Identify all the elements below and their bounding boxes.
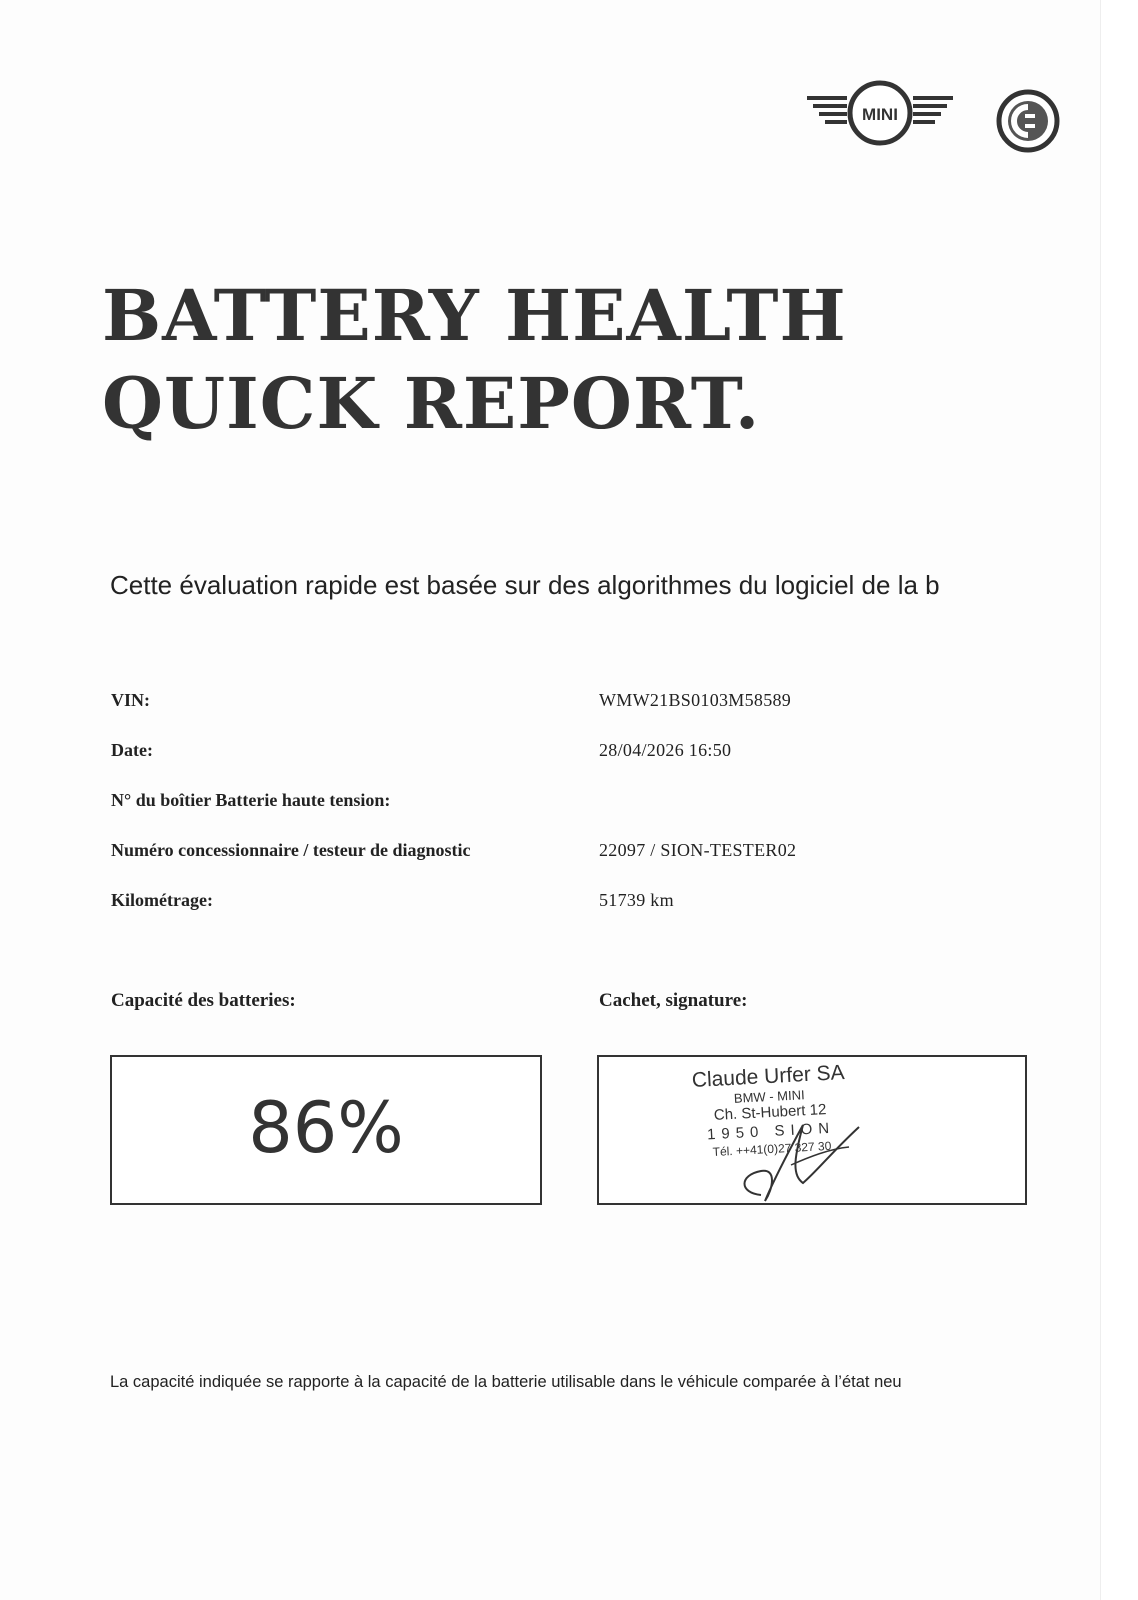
title-line-2: QUICK REPORT.: [102, 362, 761, 445]
date-value: 28/04/2026 16:50: [599, 740, 732, 760]
stamp-street: Ch. St-Hubert 12: [713, 1101, 827, 1124]
stamp-label: Cachet, signature:: [599, 990, 748, 1011]
dealer-value: 22097 / SION-TESTER02: [599, 840, 797, 860]
report-title: [102, 272, 847, 448]
capacity-box: [110, 1055, 542, 1205]
vin-label: VIN:: [111, 690, 150, 710]
mini-logo-icon: [805, 78, 955, 148]
footnote: La capacité indiquée se rapporte à la capacité de la batterie utilisable dans le véhicule comparée à l’état neu: [110, 1373, 902, 1391]
battery-case-label: N° du boîtier Batterie haute tension:: [111, 790, 391, 810]
brand-logos: [805, 78, 1075, 158]
signature-icon: [699, 1097, 879, 1207]
stamp-box: [597, 1055, 1027, 1205]
mileage-value: 51739 km: [599, 890, 674, 910]
title-line-1: BATTERY HEALTH: [102, 274, 847, 357]
mini-logo-text: MINI: [862, 105, 898, 124]
stamp-company: Claude Urfer SA: [691, 1061, 846, 1093]
capacity-label: Capacité des batteries:: [111, 990, 296, 1011]
dealer-label: Numéro concessionnaire / testeur de diagnostic: [111, 840, 471, 860]
mileage-label: Kilométrage:: [111, 890, 213, 910]
date-label: Date:: [111, 740, 153, 760]
vin-value: WMW21BS0103M58589: [599, 690, 792, 710]
intro-text: Cette évaluation rapide est basée sur des algorithmes du logiciel de la b: [110, 570, 940, 600]
electric-plug-icon: [995, 88, 1061, 154]
stamp-city: 1950 SION: [706, 1119, 836, 1144]
stamp-phone: Tél. ++41(0)27 327 30: [712, 1138, 832, 1160]
capacity-value: 86%: [248, 1087, 404, 1169]
stamp-brand: BMW - MINI: [733, 1087, 805, 1106]
